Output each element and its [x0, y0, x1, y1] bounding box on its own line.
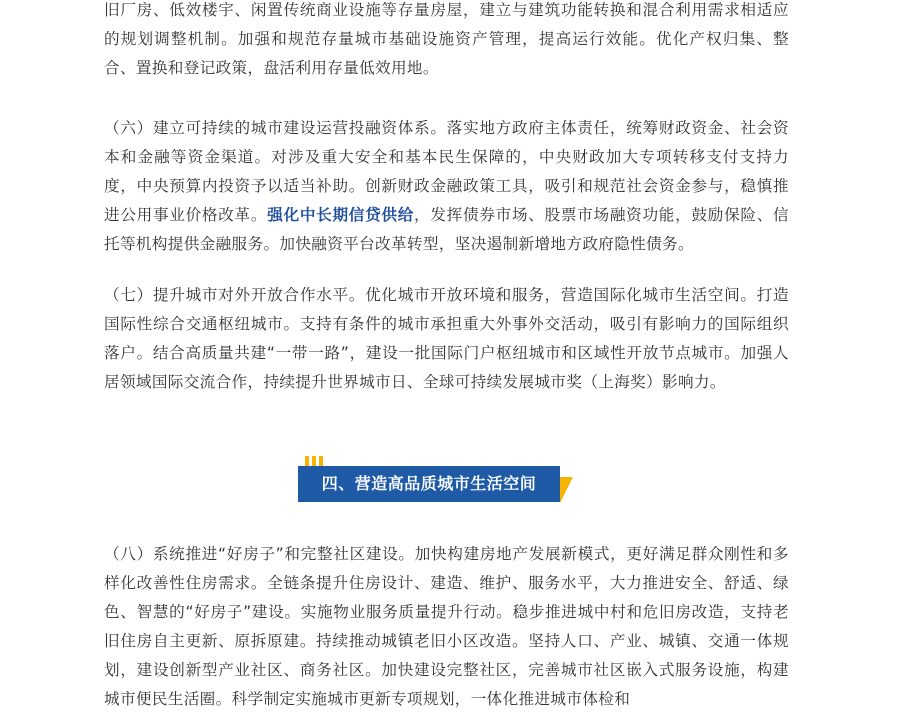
paragraph-section-8: （八）系统推进“好房子”和完整社区建设。加快构建房地产发展新模式，更好满足群众刚性和多样化改善性住房需求。全链条提升住房设计、建造、维护、服务水平，大力推进安全、舒适、绿色、智慧的“好房子”建设。实施物业服务质量提升行动。稳步推进城中村和危旧房改造，支持老旧住房自主更新、原拆原建。持续推动城镇老旧小区改造。坚持人口、产业、城镇、交通一体规划，建设创新型产业社区、商务社区。加快建设完整社区，完善城市社区嵌入式服务设施，构建城市便民生活圈。科学制定实施城市更新专项规划，一体化推进城市体检和 [104, 545, 789, 708]
section-heading-title: 四、营造高品质城市生活空间 [321, 474, 537, 493]
banner-triangle-decoration [560, 477, 573, 503]
paragraph-section-6-text: （六）建立可持续的城市建设运营投融资体系。落实地方政府主体责任，统筹财政资金、社会资本和金融等资金渠道。对涉及重大安全和基本民生保障的，中央财政加大专项转移支付支持力度，中央预算内投资予以适当补助。创新财政金融政策工具，吸引和规范社会资金参与，稳慎推进公用事业价格改革。 [104, 119, 789, 224]
paragraph-section-6 [104, 114, 789, 259]
banner-stripes-decoration [305, 456, 325, 466]
paragraph-section-7: （七）提升城市对外开放合作水平。优化城市开放环境和服务，营造国际化城市生活空间。打造国际性综合交通枢纽城市。支持有条件的城市承担重大外事外交活动，吸引有影响力的国际组织落户。结合高质量共建“一带一路”，建设一批国际门户枢纽城市和区域性开放节点城市。加强人居领域国际交流合作，持续提升世界城市日、全球可持续发展城市奖（上海奖）影响力。 [104, 286, 789, 391]
highlighted-phrase: 强化中长期信贷供给 [267, 205, 415, 224]
paragraph-section-6-text-end: ，发挥债券市场、股票市场融资功能，鼓励保险、信托等机构提供金融服务。加快融资平台改革转型，坚决遏制新增地方政府隐性债务。 [104, 205, 789, 253]
section-heading-banner [298, 464, 574, 504]
paragraph-continuation: 旧厂房、低效楼宇、闲置传统商业设施等存量房屋，建立与建筑功能转换和混合利用需求相适应的规划调整机制。加强和规范存量城市基础设施资产管理，提高运行效能。优化产权归集、整合、置换和登记政策，盘活利用存量低效用地。 [104, 1, 789, 77]
